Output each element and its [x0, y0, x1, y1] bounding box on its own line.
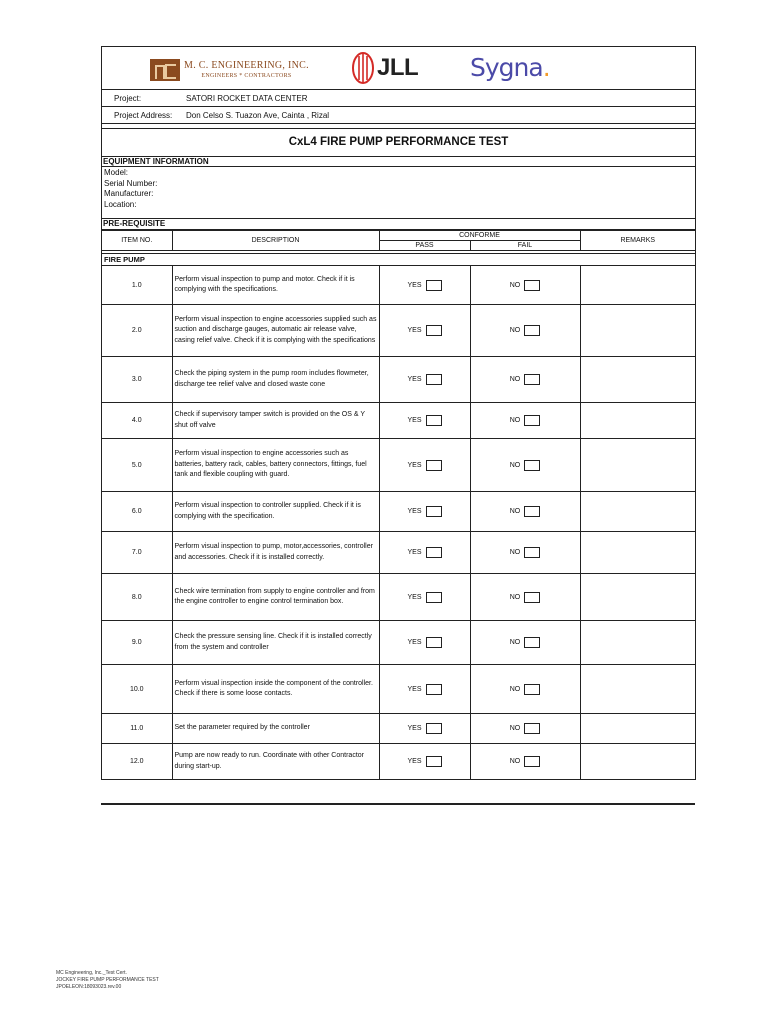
jll-logo	[352, 52, 418, 84]
mc-tagline: ENGINEERS * CONTRACTORS	[201, 73, 292, 79]
pass-checkbox[interactable]	[426, 723, 442, 734]
fail-checkbox[interactable]	[524, 374, 540, 385]
footer	[56, 970, 159, 991]
item-description: Perform visual inspection to engine accessories supplied such as suction and discharge gauges, automatic air release valve, casing relief valve. Check if it is complying with the specifications	[172, 305, 379, 357]
logo-header	[102, 47, 695, 90]
item-description: Perform visual inspection to pump, motor,accessories, controller and accessories. Check if it is installed correctly.	[172, 532, 379, 574]
location-field: Location:	[104, 199, 137, 209]
yes-label: YES	[407, 758, 422, 766]
pass-cell	[379, 305, 470, 357]
test-form	[101, 46, 696, 780]
yes-label: YES	[407, 281, 422, 289]
col-description-header: DESCRIPTION	[172, 231, 379, 251]
item-number: 3.0	[102, 357, 172, 403]
pass-checkbox[interactable]	[426, 280, 442, 291]
pass-cell	[379, 357, 470, 403]
remarks-cell[interactable]	[580, 532, 695, 574]
fail-checkbox[interactable]	[524, 415, 540, 426]
table-row	[102, 532, 695, 574]
fail-cell	[470, 621, 580, 665]
pass-cell	[379, 492, 470, 532]
mc-logo-mark-icon	[150, 59, 180, 81]
manufacturer-field: Manufacturer:	[104, 189, 154, 198]
yes-label: YES	[407, 639, 422, 647]
pass-cell	[379, 621, 470, 665]
fail-cell	[470, 714, 580, 744]
project-address-value: Don Celso S. Tuazon Ave, Cainta , Rizal	[186, 110, 330, 120]
mc-company-name: M. C. ENGINEERING, INC.	[184, 60, 309, 71]
pass-checkbox[interactable]	[426, 506, 442, 517]
table-row	[102, 266, 695, 305]
item-description: Perform visual inspection to controller supplied. Check if it is complying with the specification.	[172, 492, 379, 532]
fail-checkbox[interactable]	[524, 637, 540, 648]
pass-checkbox[interactable]	[426, 374, 442, 385]
fail-checkbox[interactable]	[524, 280, 540, 291]
no-label: NO	[509, 461, 521, 469]
fail-checkbox[interactable]	[524, 460, 540, 471]
sygna-dot: .	[542, 53, 550, 82]
fail-cell	[470, 357, 580, 403]
pass-cell	[379, 266, 470, 305]
item-number: 5.0	[102, 439, 172, 492]
pass-cell	[379, 532, 470, 574]
project-row	[102, 90, 695, 107]
no-label: NO	[509, 327, 521, 335]
item-description: Check the pressure sensing line. Check if it is installed correctly from the system and controller	[172, 621, 379, 665]
item-number: 1.0	[102, 266, 172, 305]
yes-label: YES	[407, 685, 422, 693]
jll-mark-icon	[352, 52, 374, 84]
sygna-logo	[470, 53, 550, 82]
item-number: 6.0	[102, 492, 172, 532]
project-address-row	[102, 107, 695, 124]
col-fail-header: FAIL	[470, 241, 580, 251]
pass-checkbox[interactable]	[426, 325, 442, 336]
fail-cell	[470, 744, 580, 780]
remarks-cell[interactable]	[580, 492, 695, 532]
col-pass-header: PASS	[379, 241, 470, 251]
no-label: NO	[509, 639, 521, 647]
item-number: 12.0	[102, 744, 172, 780]
sygna-wordmark: Sygna	[470, 53, 543, 82]
mc-engineering-logo	[150, 59, 309, 81]
item-number: 8.0	[102, 574, 172, 621]
table-row	[102, 403, 695, 439]
remarks-cell[interactable]	[580, 403, 695, 439]
pass-checkbox[interactable]	[426, 547, 442, 558]
no-label: NO	[509, 376, 521, 384]
pass-cell	[379, 744, 470, 780]
fail-cell	[470, 305, 580, 357]
fail-checkbox[interactable]	[524, 684, 540, 695]
no-label: NO	[509, 725, 521, 733]
item-number: 11.0	[102, 714, 172, 744]
project-label: Project:	[114, 93, 142, 103]
fail-cell	[470, 439, 580, 492]
pass-cell	[379, 574, 470, 621]
remarks-cell[interactable]	[580, 357, 695, 403]
table-row	[102, 621, 695, 665]
bottom-rule	[101, 803, 695, 805]
jll-wordmark: JLL	[377, 54, 419, 81]
item-description: Perform visual inspection to engine accessories such as batteries, battery rack, cables, battery connectors, fittings, fuel tank and flexible coupling with guard.	[172, 439, 379, 492]
no-label: NO	[509, 549, 521, 557]
yes-label: YES	[407, 549, 422, 557]
no-label: NO	[509, 685, 521, 693]
no-label: NO	[509, 508, 521, 516]
fail-cell	[470, 574, 580, 621]
model-field: Model:	[104, 168, 129, 177]
pass-checkbox[interactable]	[426, 756, 442, 767]
pass-checkbox[interactable]	[426, 415, 442, 426]
remarks-cell[interactable]	[580, 665, 695, 714]
pass-checkbox[interactable]	[426, 592, 442, 603]
yes-label: YES	[407, 376, 422, 384]
item-number: 10.0	[102, 665, 172, 714]
fail-checkbox[interactable]	[524, 723, 540, 734]
table-row	[102, 305, 695, 357]
item-description: Check wire termination from supply to engine controller and from the engine controller to engine control termination box.	[172, 574, 379, 621]
remarks-cell[interactable]	[580, 621, 695, 665]
footer-line-2: JOCKEY FIRE PUMP PERFORMANCE TEST	[56, 977, 159, 983]
col-item-header: ITEM NO.	[102, 231, 172, 251]
project-address-label: Project Address:	[114, 110, 173, 120]
remarks-cell[interactable]	[580, 305, 695, 357]
fail-cell	[470, 266, 580, 305]
item-number: 2.0	[102, 305, 172, 357]
yes-label: YES	[407, 461, 422, 469]
fail-cell	[470, 665, 580, 714]
table-row	[102, 492, 695, 532]
no-label: NO	[509, 417, 521, 425]
col-conforme-header: CONFORME	[379, 231, 580, 241]
table-row	[102, 744, 695, 780]
page-title: CxL4 FIRE PUMP PERFORMANCE TEST	[102, 129, 695, 157]
item-description: Set the parameter required by the controller	[172, 714, 379, 744]
table-row	[102, 665, 695, 714]
pass-cell	[379, 403, 470, 439]
item-description: Check if supervisory tamper switch is provided on the OS & Y shut off valve	[172, 403, 379, 439]
equipment-heading: EQUIPMENT INFORMATION	[102, 157, 695, 167]
fail-checkbox[interactable]	[524, 325, 540, 336]
item-description: Check the piping system in the pump room includes flowmeter, discharge tee relief valve and closed waste cone	[172, 357, 379, 403]
fail-checkbox[interactable]	[524, 506, 540, 517]
remarks-cell[interactable]	[580, 439, 695, 492]
yes-label: YES	[407, 327, 422, 335]
no-label: NO	[509, 593, 521, 601]
item-number: 9.0	[102, 621, 172, 665]
item-number: 4.0	[102, 403, 172, 439]
equipment-fields	[102, 167, 695, 219]
fail-checkbox[interactable]	[524, 756, 540, 767]
item-description: Perform visual inspection to pump and motor. Check if it is complying with the specifications.	[172, 266, 379, 305]
pass-checkbox[interactable]	[426, 460, 442, 471]
col-remarks-header: REMARKS	[580, 231, 695, 251]
remarks-cell[interactable]	[580, 266, 695, 305]
yes-label: YES	[407, 725, 422, 733]
yes-label: YES	[407, 417, 422, 425]
item-description: Pump are now ready to run. Coordinate with other Contractor during start-up.	[172, 744, 379, 780]
table-row	[102, 714, 695, 744]
table-row	[102, 574, 695, 621]
pass-cell	[379, 439, 470, 492]
table-row	[102, 439, 695, 492]
no-label: NO	[509, 758, 521, 766]
pass-cell	[379, 714, 470, 744]
table-row	[102, 357, 695, 403]
no-label: NO	[509, 281, 521, 289]
fail-checkbox[interactable]	[524, 547, 540, 558]
pass-checkbox[interactable]	[426, 637, 442, 648]
remarks-cell[interactable]	[580, 574, 695, 621]
fail-checkbox[interactable]	[524, 592, 540, 603]
fail-cell	[470, 532, 580, 574]
pass-cell	[379, 665, 470, 714]
fail-cell	[470, 403, 580, 439]
item-number: 7.0	[102, 532, 172, 574]
checklist-table	[102, 230, 695, 780]
serial-number-field: Serial Number:	[104, 178, 158, 188]
yes-label: YES	[407, 508, 422, 516]
item-description: Perform visual inspection inside the component of the controller. Check if there is some loose contacts.	[172, 665, 379, 714]
footer-line-1: MC Engineering, Inc._Test Cert.	[56, 970, 127, 976]
remarks-cell[interactable]	[580, 744, 695, 780]
pass-checkbox[interactable]	[426, 684, 442, 695]
project-value: SATORI ROCKET DATA CENTER	[186, 93, 308, 103]
section-fire-pump: FIRE PUMP	[102, 254, 695, 266]
fail-cell	[470, 492, 580, 532]
remarks-cell[interactable]	[580, 714, 695, 744]
prerequisite-heading: PRE-REQUISITE	[102, 219, 695, 230]
footer-line-3: JPOELEON:18093023.rev.00	[56, 984, 122, 990]
yes-label: YES	[407, 593, 422, 601]
